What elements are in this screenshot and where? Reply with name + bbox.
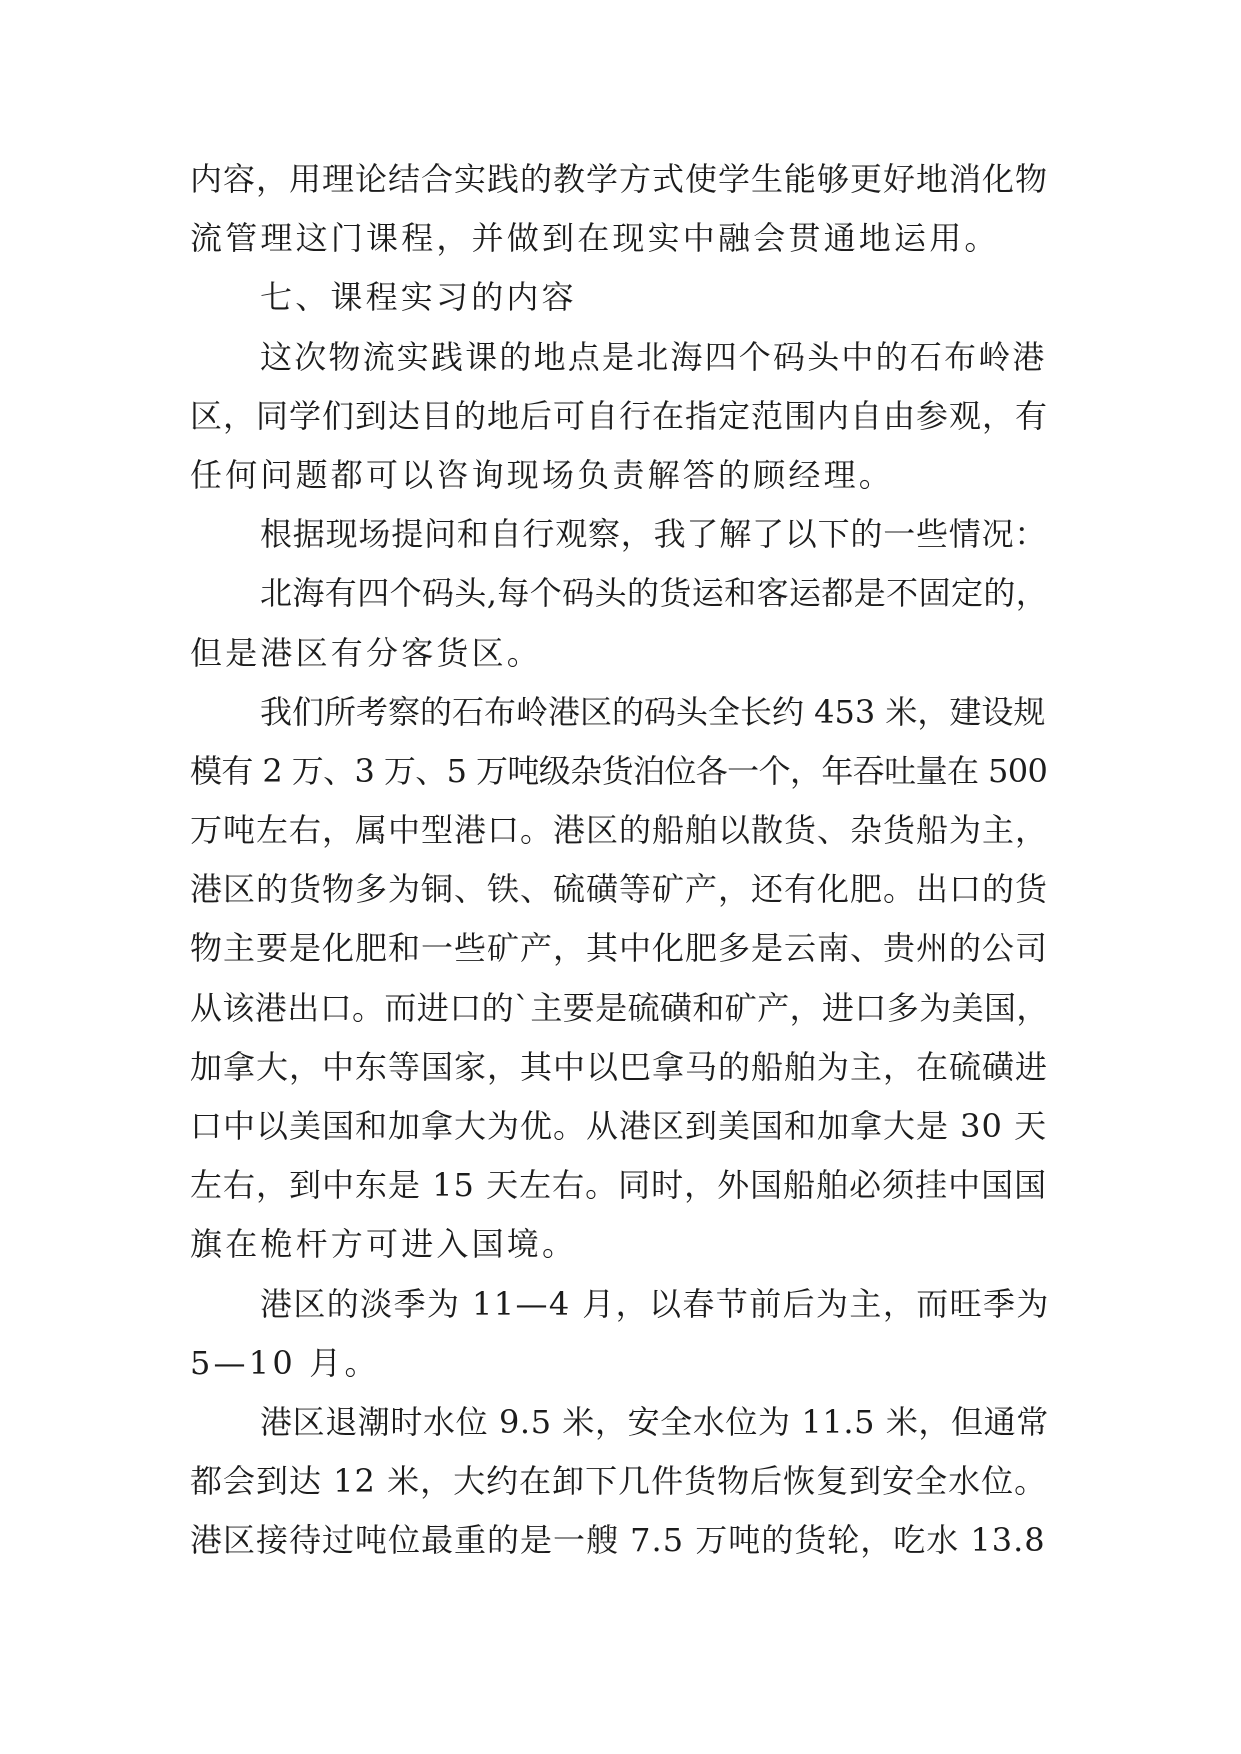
- text-line: 港区的淡季为 11—4 月，以春节前后为主，而旺季为: [260, 1284, 1050, 1323]
- document-body: [190, 150, 1050, 1571]
- text-line: 内容，用理论结合实践的教学方式使学生能够更好地消化物: [190, 160, 1049, 198]
- text-line: 任何问题都可以咨询现场负责解答的顾经理。: [190, 455, 895, 494]
- text-line: 港区退潮时水位 9.5 米，安全水位为 11.5 米，但通常: [260, 1402, 1049, 1441]
- text-line: 港区接待过吨位最重的是一艘 7.5 万吨的货轮，吃水 13.8: [190, 1521, 1046, 1560]
- text-line: 区，同学们到达目的地后可自行在指定范围内自由参观，有: [190, 396, 1049, 435]
- text-line: 模有 2 万、3 万、5 万吨级杂货泊位各一个，年吞吐量在 500: [190, 751, 1048, 790]
- text-line: 万吨左右，属中型港口。港区的船舶以散货、杂货船为主，: [190, 811, 1049, 850]
- text-line: 但是港区有分客货区。: [190, 633, 543, 672]
- text-line: 口中以美国和加拿大为优。从港区到美国和加拿大是 30 天: [190, 1107, 1048, 1145]
- text-line: 5—10 月。: [190, 1343, 380, 1382]
- text-line: 左右，到中东是 15 天左右。同时，外国船舶必须挂中国国: [190, 1166, 1048, 1205]
- text-line: 我们所考察的石布岭港区的码头全长约 453 米，建设规: [260, 692, 1046, 731]
- text-line: 都会到达 12 米，大约在卸下几件货物后恢复到安全水位。: [190, 1462, 1048, 1501]
- text-line: 根据现场提问和自行观察，我了解了以下的一些情况：: [260, 515, 1048, 554]
- text-line: 物主要是化肥和一些矿产，其中化肥多是云南、贵州的公司: [190, 929, 1049, 968]
- text-line: 从该港出口。而进口的`主要是硫磺和矿产，进口多为美国，: [190, 988, 1049, 1027]
- text-line: 流管理这门课程，并做到在现实中融会贯通地运用。: [190, 219, 1000, 258]
- text-line: 港区的货物多为铜、铁、硫磺等矿产，还有化肥。出口的货: [190, 870, 1049, 909]
- text-line: 北海有四个码头,每个码头的货运和客运都是不固定的，: [260, 574, 1049, 613]
- text-line: 这次物流实践课的地点是北海四个码头中的石布岭港: [260, 337, 1047, 376]
- text-line: 加拿大，中东等国家，其中以巴拿马的船舶为主，在硫磺进: [190, 1047, 1049, 1086]
- section-heading: 七、课程实习的内容: [260, 278, 577, 317]
- text-line: 旗在桅杆方可进入国境。: [190, 1225, 578, 1264]
